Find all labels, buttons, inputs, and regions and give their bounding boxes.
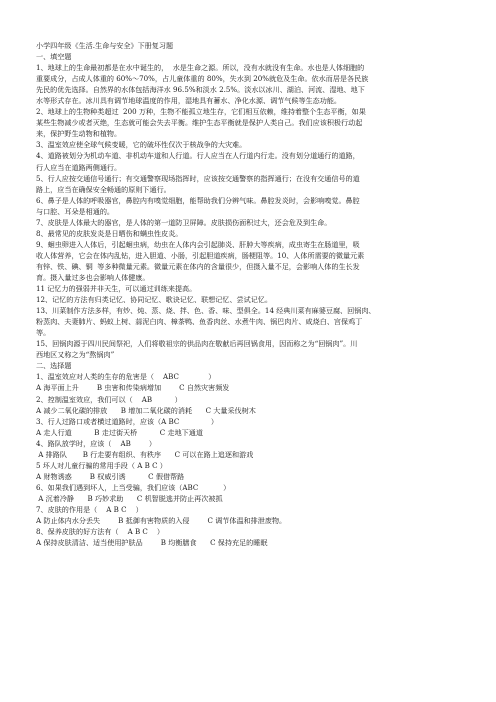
text-line: 等。 xyxy=(36,328,51,338)
text-line: 西地区又称之为“熬锅肉” xyxy=(36,350,115,360)
text-line: 某些生物减少或者灭绝，生态就可能会失去平衡。维护生态平衡就是保护人类自己。我们应该积极行动起 xyxy=(36,118,363,128)
text-line: A 排路队 B 行走要有组织、有秩序 C 可以在路上追逐和游戏 xyxy=(36,449,254,459)
text-line: A 保持皮肤清洁、适当使用护肤品 B 均衡膳食 C 保持充足的睡眠 xyxy=(36,538,268,548)
text-line: 1、温室效应对人类的生存的危害是（ ABC ） xyxy=(36,372,216,382)
text-line: 6、如果我们遇到坏人，上当受骗，我们应该（ABC ） xyxy=(36,482,231,492)
text-line: 12、记忆的方法有归类记忆、协同记忆、歌诀记忆、联想记忆、尝试记忆。 xyxy=(36,295,273,305)
text-line: 8、最常见的皮肤发炎是日晒伤和螨虫性皮炎。 xyxy=(36,228,183,238)
text-line: A 走人行道 B 走过街天桥 C 走地下通道 xyxy=(36,427,203,437)
text-line: 与口腔、耳朵是相通的。 xyxy=(36,206,115,216)
text-line: 7、皮肤是人体最大的器官，是人体的第一道防卫屏障。皮肤损伤面积过大，还会危及到生命。 xyxy=(36,217,332,227)
text-line: 收人体营养，它会在体内乱钻，进入胆道、小肠，引起胆道疾病，肠梗阻等。10、人体所需要的微量元素 xyxy=(36,250,365,260)
text-line: 水等形式存在。冰川具有调节地球温度的作用，湿地具有蓄水、净化水源、调节气候等生态功能。 xyxy=(36,96,342,106)
text-line: 13、川菜制作方法多样，有炒、炖、蒸、烧、拌、色、香、味、型俱全。14 经典川菜有麻婆豆腐、回锅肉、 xyxy=(36,306,376,316)
text-line: 粉蒸肉、夫妻肺片、蚂蚁上树、蒜泥白肉、樟茶鸭、鱼香肉丝、水煮牛肉、锅巴肉片、咸烧白、宫保鸡丁 xyxy=(36,317,363,327)
text-line: 9、蛔虫卵进入人体后，引起蛔虫病，幼虫在人体内会引起肺炎、肝肿大等疾病，成虫寄生在肠道里，吸 xyxy=(36,239,360,249)
text-line: 有锌、铁、碘、铜 等多种微量元素。微量元素在体内的含量很少，但摄入量不足，会影响人体的生长发 xyxy=(36,261,360,271)
text-line: 小学四年级《生活.生命与安全》下册复习题 xyxy=(36,41,174,50)
text-line: A 财物诱惑 B 权威引诱 C 假借帮路 xyxy=(36,471,185,481)
text-line: 3、行人过路口或者横过道路时，应该（A BC ） xyxy=(36,416,218,426)
text-line: 1、地球上的生命最初都是在水中诞生的， 水是生命之源。所以，没有水就没有生命。水也是人体细胞的 xyxy=(36,63,365,73)
text-line: A 减少二氧化碳的排放 B 增加二氧化碳的消耗 C 大量采伐树木 xyxy=(36,405,256,415)
text-line: 路上，应当在确保安全畅通的原则下通行。 xyxy=(36,184,171,194)
text-line: 7、皮肤的作用是（ A B C ） xyxy=(36,504,143,514)
text-line: 2、地球上的生物种类超过 200 万种，生物不能孤立地生存，它们相互依赖，维持着整个生态平衡，如果 xyxy=(36,107,366,117)
text-line: 育。摄入量过多也会影响人体健康。 xyxy=(36,272,150,282)
text-line: 来，保护野生动物和植物。 xyxy=(36,129,122,139)
text-line: 5 坏人对儿童行骗的常用手段（ A B C ） xyxy=(36,460,167,470)
text-line: 6、鼻子是人体的呼吸器官，鼻腔内有嗅觉细胞，能帮助我们分辨气味。鼻腔发炎时，会影响嗅觉。鼻腔 xyxy=(36,195,360,205)
text-line: A 沉着冷静 B 巧妙求助 C 机智脱逃并防止再次被抓 xyxy=(36,493,223,503)
text-line: 5、行人应按交通信号通行；有交通警察现场指挥时，应该按交通警察的指挥通行；在没有交通信号的道 xyxy=(36,173,360,183)
text-line: 4、道路被划分为机动车道、非机动车道和人行道。行人应当在人行道内行走。没有划分道通行的道路， xyxy=(36,151,360,161)
text-line: 二、选择题 xyxy=(36,361,72,371)
text-line: 2、控制温室效应，我们可以（ AB ） xyxy=(36,394,182,404)
text-line: A 海平面上升 B 虫害和传染病增加 C 自然灾害频发 xyxy=(36,383,230,393)
text-line: 3、温室效应使全球气候变暖，它的破坏性仅次于核战争的大灾难。 xyxy=(36,140,247,150)
text-line: 行人应当在道路两侧通行。 xyxy=(36,162,122,172)
document-page xyxy=(36,40,464,548)
text-line: A 防止体内水分丢失 B 抵御有害物质的入侵 C 调节体温和排泄废物。 xyxy=(36,516,287,526)
text-line: 4、路队放学时，应该（ AB ） xyxy=(36,438,156,448)
text-line: 先民的优先选择。自然界的水体包括海洋水 96.5%和淡水 2.5%。淡水以冰川、湖泊、河流、湿地、地下 xyxy=(36,85,365,95)
text-line: 8、保养皮肤的好方法有（ A B C ） xyxy=(36,527,164,537)
text-line: 15、回锅肉源于四川民间祭祀，人们将敬祖宗的供品肉在敬献后再回锅食用，因而称之为“回锅肉”。川 xyxy=(36,339,358,349)
text-line: 重要成分，占成人体重的 60%～70%，占儿童体重的 80%，失水到 20%就危及生命。依水而居是各民族 xyxy=(36,74,369,84)
text-line: 一、填空题 xyxy=(36,52,72,62)
text-line: 11 记忆力的强弱并非天生，可以通过训练来提高。 xyxy=(36,284,197,294)
